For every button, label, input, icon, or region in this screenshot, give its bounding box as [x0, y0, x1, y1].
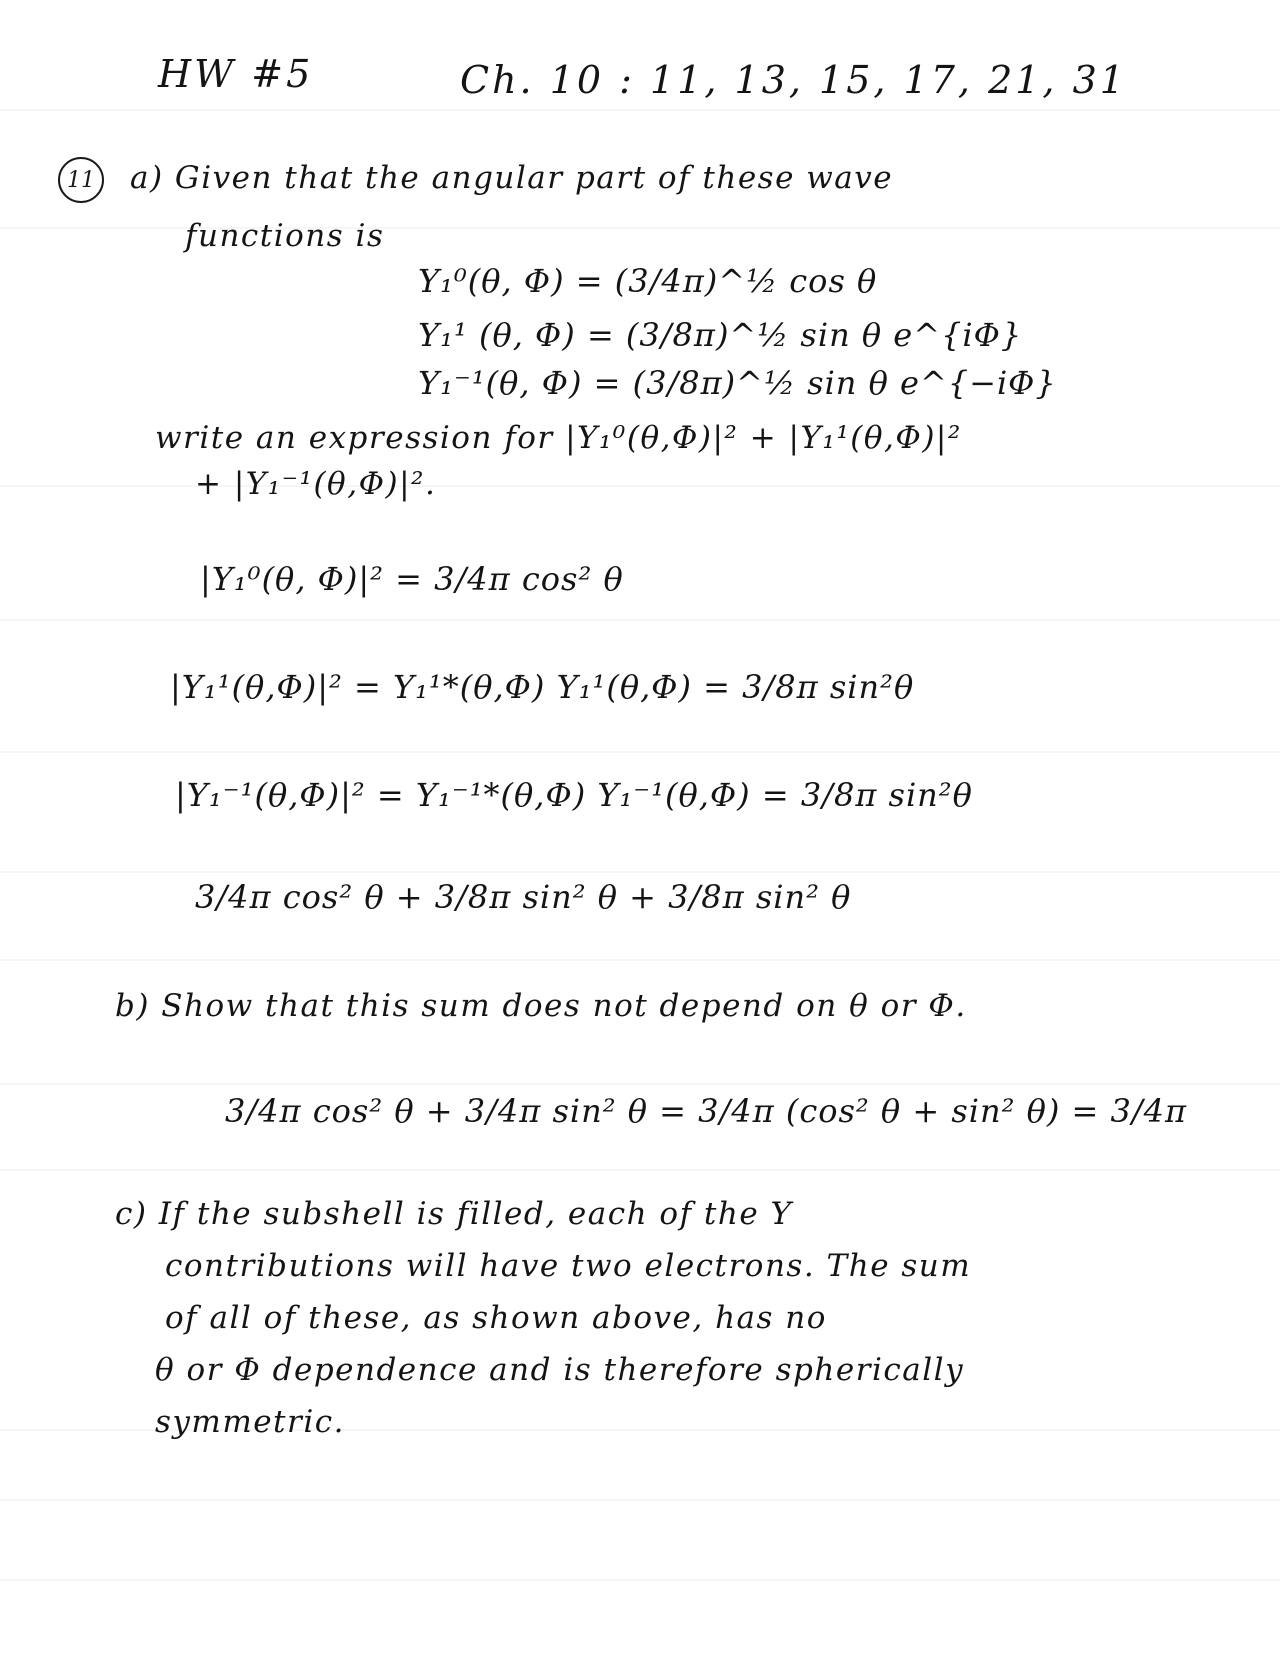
chapter-problems: Ch. 10 : 11, 13, 15, 17, 21, 31 — [460, 58, 1127, 102]
sum-expression: 3/4π cos² θ + 3/8π sin² θ + 3/8π sin² θ — [195, 878, 852, 916]
given-equation-y1-minus1: Y₁⁻¹(θ, Φ) = (3/8π)^½ sin θ e^{−iΦ} — [418, 364, 1057, 402]
given-equation-y11: Y₁¹ (θ, Φ) = (3/8π)^½ sin θ e^{iΦ} — [418, 316, 1023, 354]
write-expression-line2: + |Y₁⁻¹(θ,Φ)|². — [195, 466, 437, 502]
part-a-intro-line2: functions is — [185, 218, 385, 254]
part-c-line3: of all of these, as shown above, has no — [165, 1300, 827, 1336]
problem-number-badge — [58, 157, 104, 203]
part-c-line2: contributions will have two electrons. The sum — [165, 1248, 972, 1284]
part-c-line1: c) If the subshell is filled, each of the Y — [115, 1196, 793, 1232]
hw-label: HW #5 — [158, 52, 314, 96]
given-equation-y10: Y₁⁰(θ, Φ) = (3/4π)^½ cos θ — [418, 262, 878, 300]
part-b-equation: 3/4π cos² θ + 3/4π sin² θ = 3/4π (cos² θ + sin² θ) = 3/4π — [225, 1092, 1188, 1130]
part-b-prompt: b) Show that this sum does not depend on θ or Φ. — [115, 988, 967, 1024]
solution-y10-squared: |Y₁⁰(θ, Φ)|² = 3/4π cos² θ — [200, 560, 624, 598]
solution-y11-squared: |Y₁¹(θ,Φ)|² = Y₁¹*(θ,Φ) Y₁¹(θ,Φ) = 3/8π sin²θ — [170, 668, 915, 706]
write-expression-line1: write an expression for |Y₁⁰(θ,Φ)|² + |Y₁¹(θ,Φ)|² — [155, 420, 962, 456]
part-a-intro-line1: a) Given that the angular part of these wave — [130, 160, 894, 196]
part-c-line5: symmetric. — [155, 1404, 345, 1440]
solution-y1-minus1-squared: |Y₁⁻¹(θ,Φ)|² = Y₁⁻¹*(θ,Φ) Y₁⁻¹(θ,Φ) = 3/8π sin²θ — [175, 776, 973, 814]
part-c-line4: θ or Φ dependence and is therefore spherically — [155, 1352, 965, 1388]
problem-number: 11 — [67, 167, 95, 193]
